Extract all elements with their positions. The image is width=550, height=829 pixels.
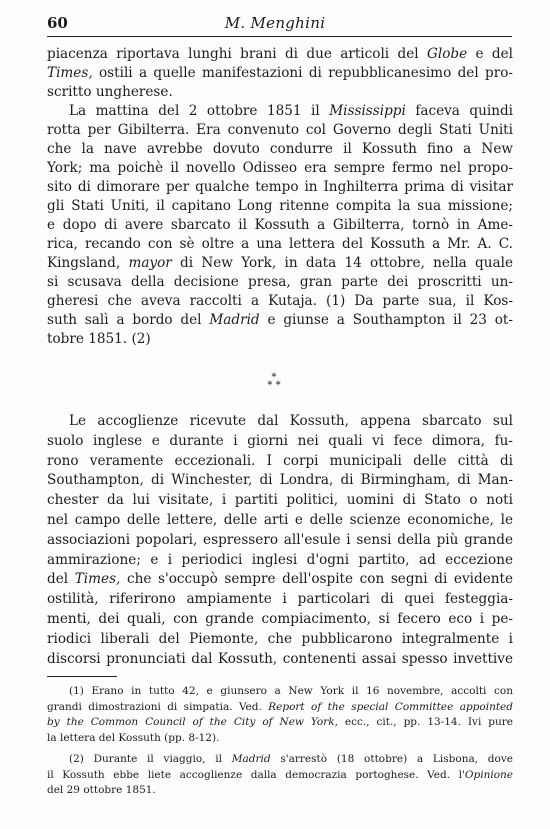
text-line: [47, 292, 513, 311]
text-line: [47, 178, 513, 197]
text-run: rotta per Gibilterra. Era convenuto col Governo degli Stati Uniti: [47, 122, 513, 138]
footnotes: [47, 684, 513, 799]
text-run: del: [47, 571, 75, 588]
text-line: [47, 64, 513, 83]
text-line: [47, 610, 513, 630]
italic-text: Globe: [426, 46, 468, 62]
text-line: [47, 197, 513, 216]
text-line: [47, 471, 513, 491]
text-run: nel campo delle lettere, delle arti e delle scienze economiche, le: [47, 511, 513, 528]
text-run: gli Stati Uniti, il capitano Long ritenne compita la sua missione;: [47, 198, 513, 214]
paragraph-2: [47, 102, 513, 349]
body-text-lower: [47, 412, 513, 669]
italic-text: mayor: [128, 255, 172, 271]
text-run: e dopo di avere sbarcato il Kossuth a Gibilterra, tornò in Ame-: [47, 217, 513, 233]
paragraph-3: [47, 412, 513, 669]
text-line: [47, 159, 513, 178]
text-run: Kingsland,: [47, 255, 129, 271]
text-line: [47, 590, 513, 610]
text-run: grandi dimostrazioni di simpatia. Ved.: [47, 700, 269, 713]
italic-text: Report of the special Committee appointed: [268, 700, 513, 713]
text-line: [47, 630, 513, 650]
text-run: Le accoglienze ricevute dal Kossuth, appena sbarcato sul: [69, 413, 513, 429]
text-run: (2) Durante il viaggio, il: [69, 753, 232, 765]
text-run: ostili a quelle manifestazioni di repubblicanesimo del pro-: [92, 65, 513, 81]
text-line: [47, 783, 513, 799]
text-line: [47, 83, 513, 102]
text-run: si scusava della decisione presa, gran parte dei proscritti un-: [47, 274, 513, 290]
italic-text: Times,: [74, 571, 121, 588]
text-run: piacenza riportava lunghi brani di due articoli del: [47, 46, 427, 62]
asterism: [262, 374, 286, 390]
text-run: La mattina del 2 ottobre 1851 il: [69, 103, 330, 119]
italic-text: Mississippi: [329, 103, 406, 119]
text-line: [47, 491, 513, 511]
header-rule: [47, 36, 512, 37]
text-run: ammirazione; e i periodici inglesi d'ogni partito, ad eccezione: [47, 551, 513, 568]
text-line: [47, 731, 513, 747]
text-line: [47, 432, 513, 452]
text-run: ecc., cit., pp. 13-14. Ivi pure: [337, 716, 513, 728]
text-line: [47, 752, 513, 768]
text-run: associazioni popolari, espressero all'esule i sensi della più grande: [47, 531, 513, 548]
text-run: (1) Erano in tutto 42, e giunsero a New York il 16 novembre, accolti con: [69, 685, 513, 697]
text-run: ostilità, riferirono ampiamente i particolari di quei festeggia-: [47, 591, 513, 608]
text-line: [47, 102, 513, 121]
text-run: discorsi pronunciati dal Kossuth, contenenti assai spesso invettive: [47, 650, 513, 667]
text-line: [47, 768, 513, 784]
text-run: rono veramente eccezionali. I corpi municipali delle città di: [47, 452, 513, 469]
italic-text: Madrid: [231, 753, 271, 765]
footnote-rule: [47, 676, 117, 677]
running-head: M. Menghini: [224, 14, 326, 32]
text-run: chester da lui visitate, i partiti politici, uomini di Stato o noti: [47, 492, 513, 509]
text-run: suth salì a bordo del: [47, 312, 210, 328]
text-line: [47, 121, 513, 140]
text-line: [47, 412, 513, 432]
text-run: tobre 1851. (2): [47, 331, 151, 347]
body-text-upper: [47, 45, 513, 349]
footnote-2: [47, 752, 513, 799]
text-line: [47, 330, 513, 349]
italic-text: Times,: [47, 65, 93, 81]
page-number: 60: [47, 14, 68, 32]
text-run: del 29 ottobre 1851.: [47, 784, 156, 796]
text-run: suolo inglese e durante i giorni nei quali vi fece dimora, fu-: [47, 432, 513, 449]
italic-text: Opinione: [464, 768, 513, 781]
text-run: gheresi che aveva raccolti a Kutaja. (1) Da parte sua, il Kos-: [47, 293, 513, 309]
text-line: [47, 452, 513, 472]
text-line: [47, 216, 513, 235]
italic-text: Madrid: [209, 312, 260, 328]
text-line: [47, 254, 513, 273]
text-run: che la nave avrebbe dovuto condurre il Kossuth fino a New: [47, 141, 513, 157]
text-run: sito di dimorare per qualche tempo in Inghilterra prima di visitar: [47, 179, 513, 195]
text-run: di New York, in data 14 ottobre, nella quale: [171, 255, 513, 271]
text-line: [47, 700, 513, 716]
paragraph-1: [47, 45, 513, 102]
italic-text: by the Common Council of the City of New York,: [47, 716, 338, 728]
text-line: [47, 684, 513, 700]
text-run: Southampton, di Winchester, di Londra, di Birmingham, di Man-: [47, 472, 513, 489]
text-line: [47, 715, 513, 731]
asterism-bottom: * *: [267, 380, 281, 391]
text-line: [47, 551, 513, 571]
text-line: [47, 311, 513, 330]
section-separator: [0, 374, 550, 396]
text-run: s'arrestò (18 ottobre) a Lisbona, dove: [270, 753, 513, 765]
text-line: [47, 235, 513, 254]
page-header: [0, 0, 550, 36]
text-line: [47, 570, 513, 590]
text-run: riodici liberali del Piemonte, che pubblicarono integralmente i: [47, 630, 513, 647]
text-run: menti, dei quali, con grande compiacimento, si fecero eco i pe-: [47, 610, 513, 627]
text-run: il Kossuth ebbe liete accoglienze dalla democrazia portoghese. Ved. l': [47, 768, 465, 781]
text-run: York; ma poichè il novello Odisseo era sempre fermo nel propo-: [47, 160, 513, 176]
text-run: rica, recando con sè oltre a una lettera del Kossuth a Mr. A. C.: [47, 236, 513, 252]
text-line: [47, 531, 513, 551]
asterism-top: *: [271, 372, 277, 383]
text-run: faceva quindi: [405, 103, 513, 119]
text-run: scritto ungherese.: [47, 84, 173, 100]
text-line: [47, 140, 513, 159]
text-line: [47, 511, 513, 531]
text-line: [47, 650, 513, 670]
text-line: [47, 273, 513, 292]
text-run: e giunse a Southampton il 23 ot-: [259, 312, 513, 328]
footnote-1: [47, 684, 513, 746]
text-line: [47, 45, 513, 64]
text-run: e del: [467, 46, 513, 62]
text-run: che s'occupò sempre dell'ospite con segni di evidente: [120, 571, 513, 588]
text-run: la lettera del Kossuth (pp. 8-12).: [47, 731, 220, 744]
